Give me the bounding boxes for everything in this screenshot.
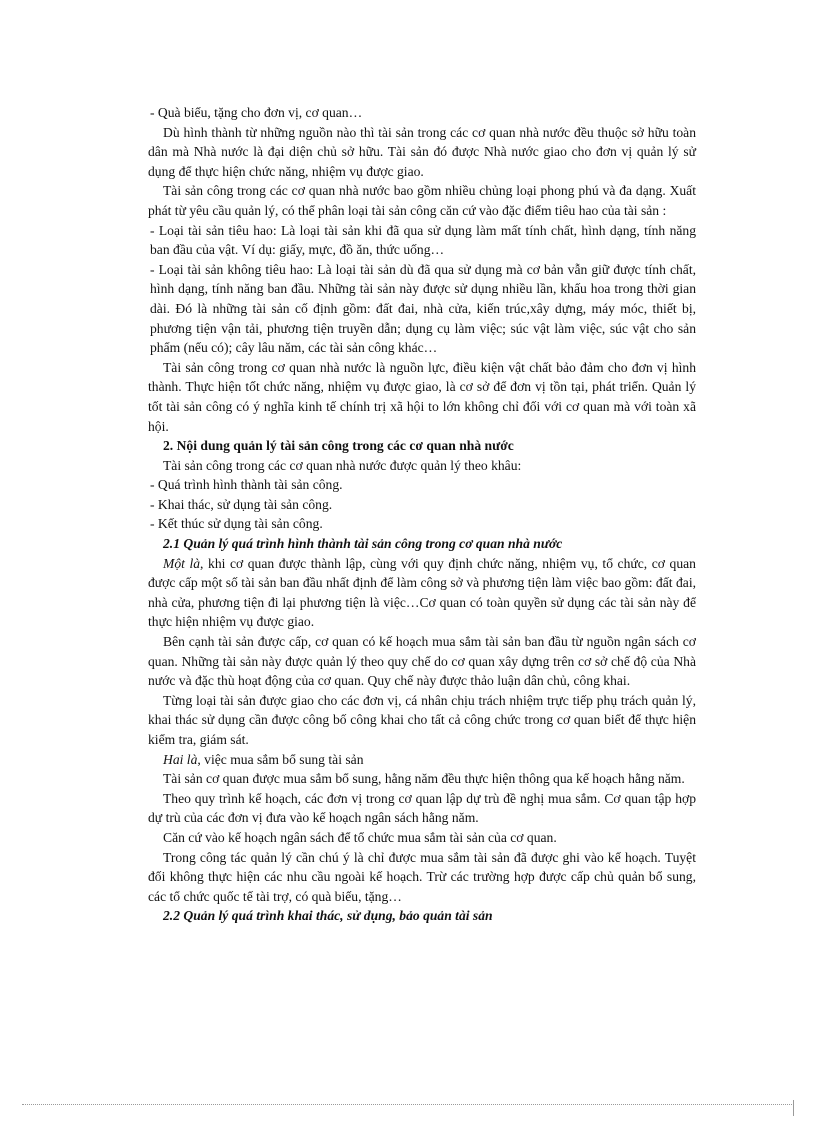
paragraph-second	[148, 750, 696, 770]
paragraph-budget-basis: Căn cứ vào kế hoạch ngân sách để tổ chức mua sắm tài sản của cơ quan.	[163, 829, 557, 845]
paragraph-gift-bullet: - Quà biếu, tặng cho đơn vị, cơ quan…	[150, 105, 363, 120]
paragraph-consumable-assets: - Loại tài sản tiêu hao: Là loại tài sản khi đã qua sử dụng làm mất tính chất, hình dạng, tính năng ban đầu của vật. Ví dụ: giấy, mực, đồ ăn, thức uống…	[150, 222, 696, 258]
emphasis-first: Một là	[163, 555, 201, 571]
emphasis-second: Hai là	[163, 751, 198, 767]
section-heading-2-1: 2.1 Quản lý quá trình hình thành tài sản công trong cơ quan nhà nước	[163, 536, 563, 552]
paragraph-second-text: , việc mua sắm bổ sung tài sản	[197, 751, 364, 767]
paragraph-management-stages: Tài sản công trong các cơ quan nhà nước được quản lý theo khâu:	[163, 457, 522, 473]
section-heading-2: 2. Nội dung quản lý tài sản công trong các cơ quan nhà nước	[163, 438, 514, 454]
paragraph-initial-purchase: Bên cạnh tài sản được cấp, cơ quan có kế hoạch mua sắm tài sản ban đầu từ nguồn ngân sách cơ quan. Những tài sản này được quản lý theo quy chế do cơ quan xây dựng trên cơ sở chế độ của Nhà nước và đặc thù hoạt động của cơ quan. Quy chế này được thảo luận dân chủ, công khai.	[148, 634, 696, 689]
paragraph-durable-assets: - Loại tài sản không tiêu hao: Là loại tài sản dù đã qua sử dụng mà cơ bản vẫn giữ được tính chất, hình dạng, tính năng ban đầu. Những tài sản này được sử dụng nhiều lần, khấu hoa trong thời gian dài. Đó là những tài sản cố định gồm: đất đai, nhà cửa, kiến trúc,xây dựng, máy móc, thiết bị, phương tiện vận tải, phương tiện truyền dẫn; dụng cụ làm việc; súc vật làm việc, súc vật cho sản phẩm (nếu có); cây lâu năm, các tài sản công khác…	[150, 261, 696, 356]
list-item-formation: - Quá trình hình thành tài sản công.	[150, 477, 343, 493]
paragraph-first	[148, 554, 696, 632]
document-body	[148, 103, 696, 926]
paragraph-classification: Tài sản công trong các cơ quan nhà nước bao gồm nhiều chủng loại phong phú và đa dạng. Xuất phát từ yêu cầu quản lý, có thể phân loại tài sản công căn cứ vào đặc điểm tiêu hao của tài sản :	[148, 183, 696, 218]
list-item-exploitation: - Khai thác, sử dụng tài sản công.	[150, 496, 333, 512]
paragraph-ownership: Dù hình thành từ những nguồn nào thì tài sản trong các cơ quan nhà nước đều thuộc sở hữu toàn dân mà Nhà nước là đại diện chủ sở hữu. Tài sản đó được Nhà nước giao cho đơn vị quản lý sử dụng để thực hiện chức năng, nhiệm vụ được giao.	[148, 124, 696, 179]
list-item-end-of-use: - Kết thúc sử dụng tài sản công.	[150, 516, 323, 532]
paragraph-management-note: Trong công tác quản lý cần chú ý là chỉ được mua sắm tài sản đã được ghi vào kế hoạch. Tuyệt đối không thực hiện các nhu cầu ngoài kế hoạch. Trừ các trường hợp được cấp chủ quản bổ sung, các tổ chức quốc tế tài trợ, có quà biếu, tặng…	[148, 849, 696, 904]
paragraph-assignment: Từng loại tài sản được giao cho các đơn vị, cá nhân chịu trách nhiệm trực tiếp phụ trách quản lý, khai thác sử dụng cần được công bố công khai cho tất cả công chức trong cơ quan biết để thực hiện kiểm tra, giám sát.	[148, 692, 696, 747]
section-heading-2-2: 2.2 Quản lý quá trình khai thác, sử dụng, bảo quản tài sản	[163, 908, 493, 924]
paragraph-first-text: , khi cơ quan được thành lập, cùng với quy định chức năng, nhiệm vụ, tổ chức, cơ quan được cấp một số tài sản ban đầu nhất định để làm công sở và phương tiện làm việc bao gồm: đất đai, nhà cửa, phương tiện đi lại phương tiện là việc…Cơ quan có toàn quyền sử dụng các tài sản này để thực hiện nhiệm vụ được giao.	[148, 555, 696, 630]
paragraph-resource-importance: Tài sản công trong cơ quan nhà nước là nguồn lực, điều kiện vật chất bảo đảm cho đơn vị hình thành. Thực hiện tốt chức năng, nhiệm vụ được giao, là cơ sở để đơn vị tồn tại, phát triển. Quản lý tốt tài sản công có ý nghĩa kinh tế chính trị xã hội to lớn không chỉ đối với cơ quan mà với toàn xã hội.	[148, 359, 696, 434]
paragraph-annual-plan: Tài sản cơ quan được mua sắm bổ sung, hằng năm đều thực hiện thông qua kế hoạch hằng năm.	[163, 771, 685, 787]
paragraph-plan-process: Theo quy trình kế hoạch, các đơn vị trong cơ quan lập dự trù đề nghị mua sắm. Cơ quan tập hợp dự trù của các đơn vị đưa vào kế hoạch ngân sách hằng năm.	[148, 790, 696, 826]
footer-divider	[22, 1104, 794, 1105]
corner-mark	[793, 1100, 794, 1116]
